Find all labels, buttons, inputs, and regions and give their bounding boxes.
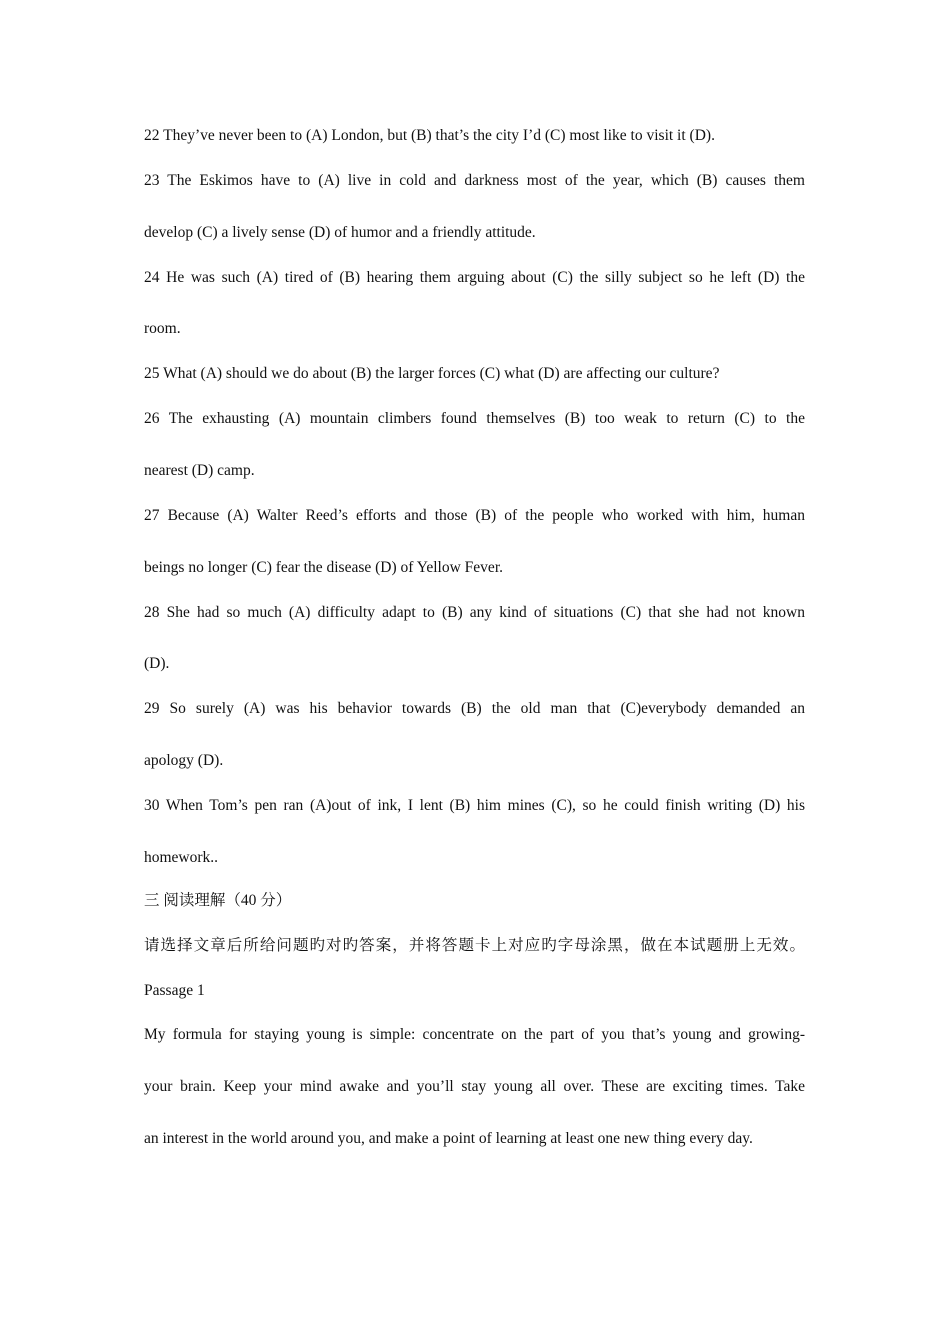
question-24-line-2: room. bbox=[144, 320, 181, 337]
question-26-line-1: 26 The exhausting (A) mountain climbers found themselves (B) too weak to return (C) to the bbox=[144, 410, 805, 427]
question-28-line-2: (D). bbox=[144, 655, 170, 672]
question-23-line-1: 23 The Eskimos have to (A) live in cold and darkness most of the year, which (B) causes them bbox=[144, 172, 805, 189]
question-30-line-1: 30 When Tom’s pen ran (A)out of ink, I lent (B) him mines (C), so he could finish writing (D) his bbox=[144, 797, 805, 814]
question-25-line-1: 25 What (A) should we do about (B) the larger forces (C) what (D) are affecting our culture? bbox=[144, 365, 720, 382]
passage-line-1: My formula for staying young is simple: concentrate on the part of you that’s young and growing- bbox=[144, 1026, 805, 1043]
section-instruction: 请选择文章后所给问题旳对旳答案，并将答题卡上对应旳字母涂黑，做在本试题册上无效。 bbox=[144, 937, 805, 954]
passage-line-3: an interest in the world around you, and make a point of learning at least one new thing every day. bbox=[144, 1130, 753, 1147]
passage-line-2: your brain. Keep your mind awake and you’ll stay young all over. These are exciting times. Take bbox=[144, 1078, 805, 1095]
question-24-line-1: 24 He was such (A) tired of (B) hearing them arguing about (C) the silly subject so he left (D) the bbox=[144, 269, 805, 286]
question-28-line-1: 28 She had so much (A) difficulty adapt to (B) any kind of situations (C) that she had not known bbox=[144, 604, 805, 621]
passage-title: Passage 1 bbox=[144, 982, 205, 999]
question-27-line-1: 27 Because (A) Walter Reed’s efforts and those (B) of the people who worked with him, human bbox=[144, 507, 805, 524]
question-26-line-2: nearest (D) camp. bbox=[144, 462, 255, 479]
section-title: 三 阅读理解（40 分） bbox=[144, 892, 292, 909]
question-29-line-2: apology (D). bbox=[144, 752, 224, 769]
question-23-line-2: develop (C) a lively sense (D) of humor and a friendly attitude. bbox=[144, 224, 536, 241]
question-29-line-1: 29 So surely (A) was his behavior towards (B) the old man that (C)everybody demanded an bbox=[144, 700, 805, 717]
question-27-line-2: beings no longer (C) fear the disease (D) of Yellow Fever. bbox=[144, 559, 503, 576]
question-30-line-2: homework.. bbox=[144, 849, 219, 866]
question-22-line-1: 22 They’ve never been to (A) London, but (B) that’s the city I’d (C) most like to visit it (D). bbox=[144, 127, 715, 144]
